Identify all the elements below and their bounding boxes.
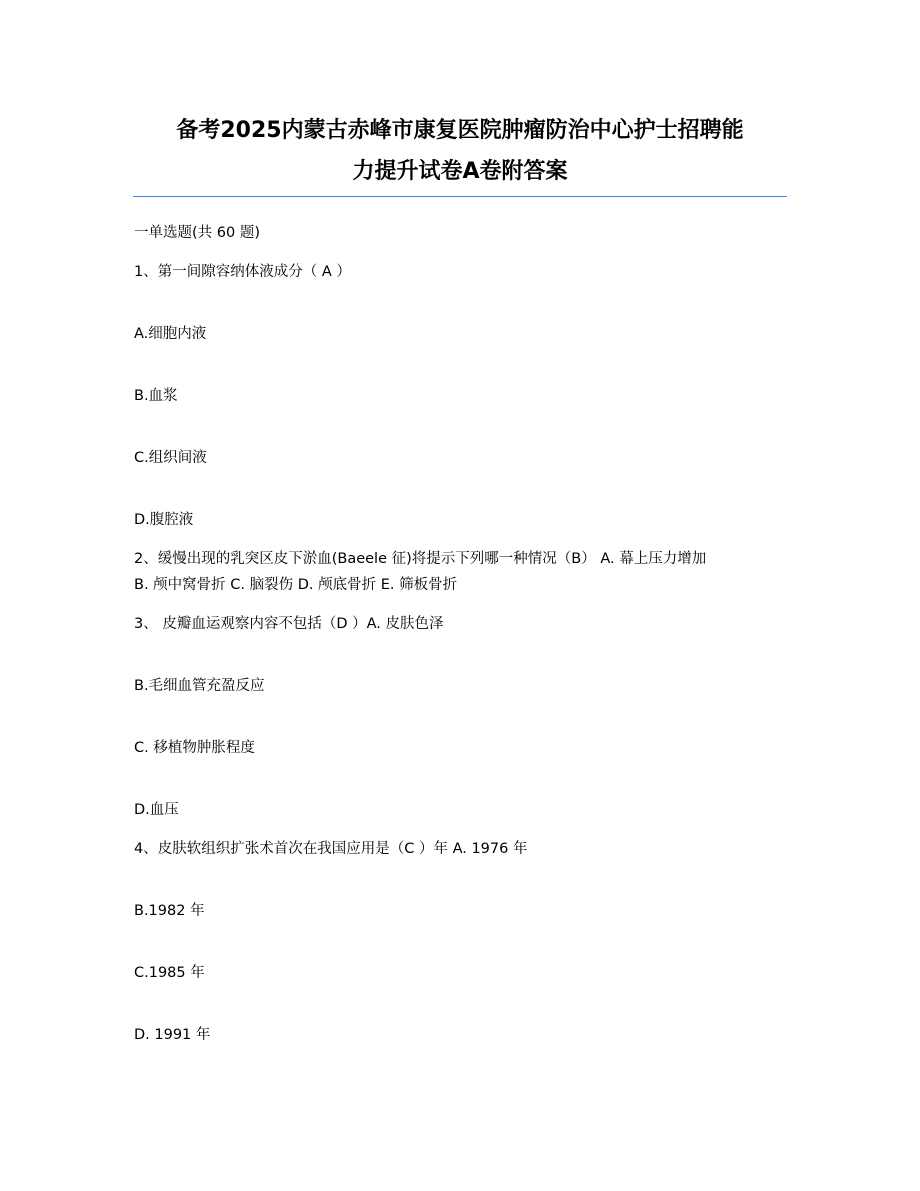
option-1c: C.组织间液: [134, 450, 207, 466]
option-1d: D.腹腔液: [134, 512, 194, 528]
question-4: 4、皮肤软组织扩张术首次在我国应用是（C ）年 A. 1976 年: [134, 841, 528, 857]
question-1: 1、第一间隙容纳体液成分（ A ）: [134, 264, 351, 280]
option-1b: B.血浆: [134, 388, 178, 404]
question-2-options: B. 颅中窝骨折 C. 脑裂伤 D. 颅底骨折 E. 筛板骨折: [134, 577, 458, 593]
option-4b: B.1982 年: [134, 903, 205, 919]
option-3b: B.毛细血管充盈反应: [134, 678, 265, 694]
document-title-line-1: 备考2025内蒙古赤峰市康复医院肿瘤防治中心护士招聘能: [176, 118, 744, 143]
question-3: 3、 皮瓣血运观察内容不包括（D ）A. 皮肤色泽: [134, 616, 444, 632]
option-3c: C. 移植物肿胀程度: [134, 740, 255, 756]
option-4c: C.1985 年: [134, 965, 205, 981]
section-heading: 一单选题(共 60 题): [134, 225, 260, 241]
option-4d: D. 1991 年: [134, 1027, 211, 1043]
option-1a: A.细胞内液: [134, 326, 207, 342]
question-2: 2、缓慢出现的乳突区皮下淤血(Baeele 征)将提示下列哪一种情况（B） A. 幕上压力增加: [134, 551, 707, 567]
option-3d: D.血压: [134, 802, 179, 818]
document-title-line-2: 力提升试卷A卷附答案: [352, 159, 568, 184]
title-divider: [133, 196, 787, 197]
